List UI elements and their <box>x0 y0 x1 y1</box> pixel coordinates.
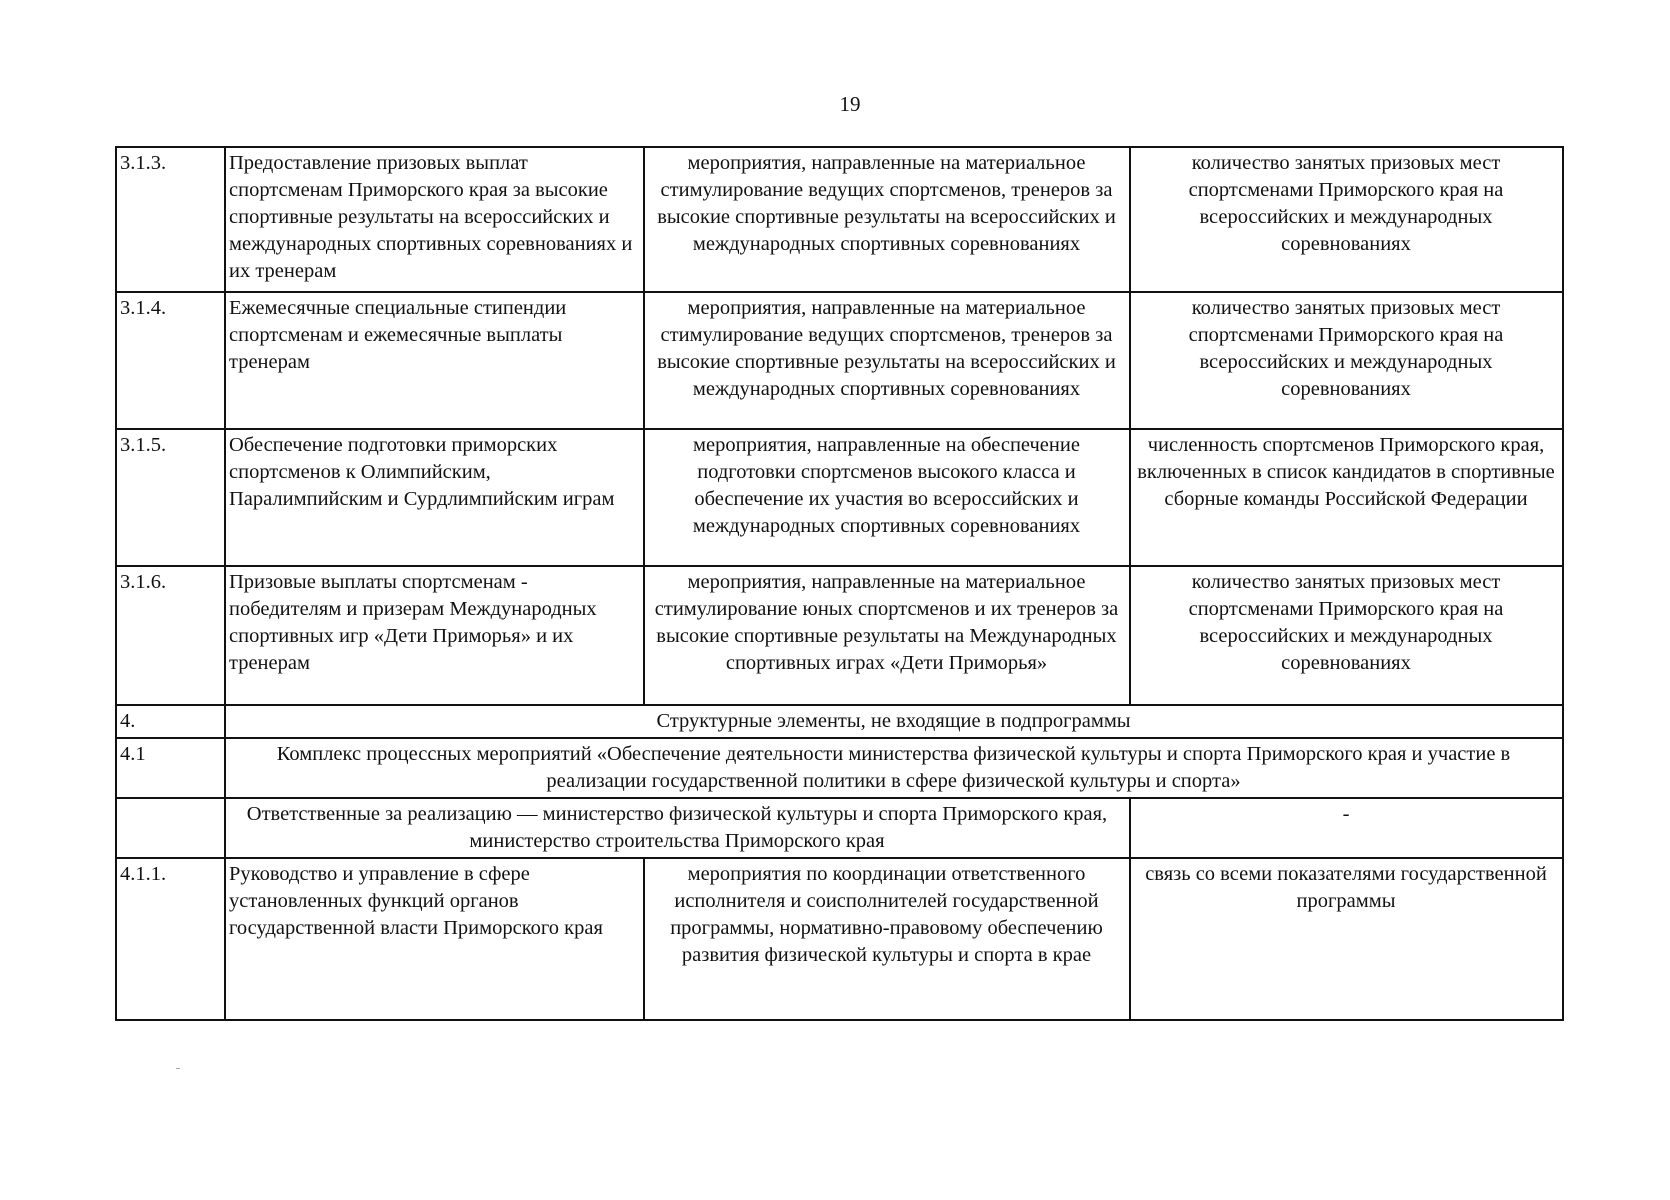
item-description: мероприятия, направленные на обеспечение подготовки спортсменов высокого класса и обеспечение их участия во всероссийских и международных спортивных соревнованиях <box>644 429 1130 566</box>
table-row-3-1-5 <box>116 429 1563 566</box>
item-description: мероприятия, направленные на материальное стимулирование ведущих спортсменов, тренеров за высокие спортивные результаты на всероссийских и международных спортивных соревнованиях <box>644 292 1130 429</box>
section-row-4 <box>116 705 1563 738</box>
item-indicator: количество занятых призовых мест спортсменами Приморского края на всероссийских и международных соревнованиях <box>1130 292 1563 429</box>
item-number: 3.1.4. <box>116 292 225 429</box>
responsible-value: - <box>1130 798 1563 858</box>
item-indicator: численность спортсменов Приморского края, включенных в список кандидатов в спортивные сборные команды Российской Федерации <box>1130 429 1563 566</box>
item-number: 3.1.6. <box>116 566 225 705</box>
item-description: мероприятия, направленные на материальное стимулирование ведущих спортсменов, тренеров за высокие спортивные результаты на всероссийских и международных спортивных соревнованиях <box>644 147 1130 292</box>
responsible-label: Ответственные за реализацию –– министерство физической культуры и спорта Приморского края, министерство строительства Приморского края <box>225 798 1130 858</box>
item-name: Ежемесячные специальные стипендии спортсменам и ежемесячные выплаты тренерам <box>225 292 644 429</box>
table-row-3-1-4 <box>116 292 1563 429</box>
section-title: Комплекс процессных мероприятий «Обеспечение деятельности министерства физической культуры и спорта Приморского края и участие в реализации государственной политики в сфере физической культуры и спорта» <box>225 738 1563 798</box>
item-name: Обеспечение подготовки приморских спортсменов к Олимпийским, Паралимпийским и Сурдлимпийским играм <box>225 429 644 566</box>
item-name: Руководство и управление в сфере установленных функций органов государственной власти Приморского края <box>225 858 644 1020</box>
item-number: 3.1.3. <box>116 147 225 292</box>
item-description: мероприятия, направленные на материальное стимулирование юных спортсменов и их тренеров за высокие спортивные результаты на Международных спортивных играх «Дети Приморья» <box>644 566 1130 705</box>
section-row-4-1 <box>116 738 1563 798</box>
table-row-4-1-1 <box>116 858 1563 1020</box>
item-number: 3.1.5. <box>116 429 225 566</box>
item-name: Предоставление призовых выплат спортсменам Приморского края за высокие спортивные результаты на всероссийских и международных спортивных соревнованиях и их тренерам <box>225 147 644 292</box>
item-name: Призовые выплаты спортсменам - победителям и призерам Международных спортивных игр «Дети Приморья» и их тренерам <box>225 566 644 705</box>
scan-speck <box>176 1068 180 1069</box>
section-number: 4. <box>116 705 225 738</box>
empty-cell <box>116 798 225 858</box>
program-table <box>115 146 1564 1021</box>
item-indicator: связь со всеми показателями государственной программы <box>1130 858 1563 1020</box>
responsible-row <box>116 798 1563 858</box>
table-row-3-1-3 <box>116 147 1563 292</box>
item-number: 4.1.1. <box>116 858 225 1020</box>
section-number: 4.1 <box>116 738 225 798</box>
section-title: Структурные элементы, не входящие в подпрограммы <box>225 705 1563 738</box>
item-description: мероприятия по координации ответственного исполнителя и соисполнителей государственной программы, нормативно-правовому обеспечению развития физической культуры и спорта в крае <box>644 858 1130 1020</box>
table-row-3-1-6 <box>116 566 1563 705</box>
item-indicator: количество занятых призовых мест спортсменами Приморского края на всероссийских и международных соревнованиях <box>1130 147 1563 292</box>
page-number: 19 <box>839 92 861 116</box>
item-indicator: количество занятых призовых мест спортсменами Приморского края на всероссийских и международных соревнованиях <box>1130 566 1563 705</box>
